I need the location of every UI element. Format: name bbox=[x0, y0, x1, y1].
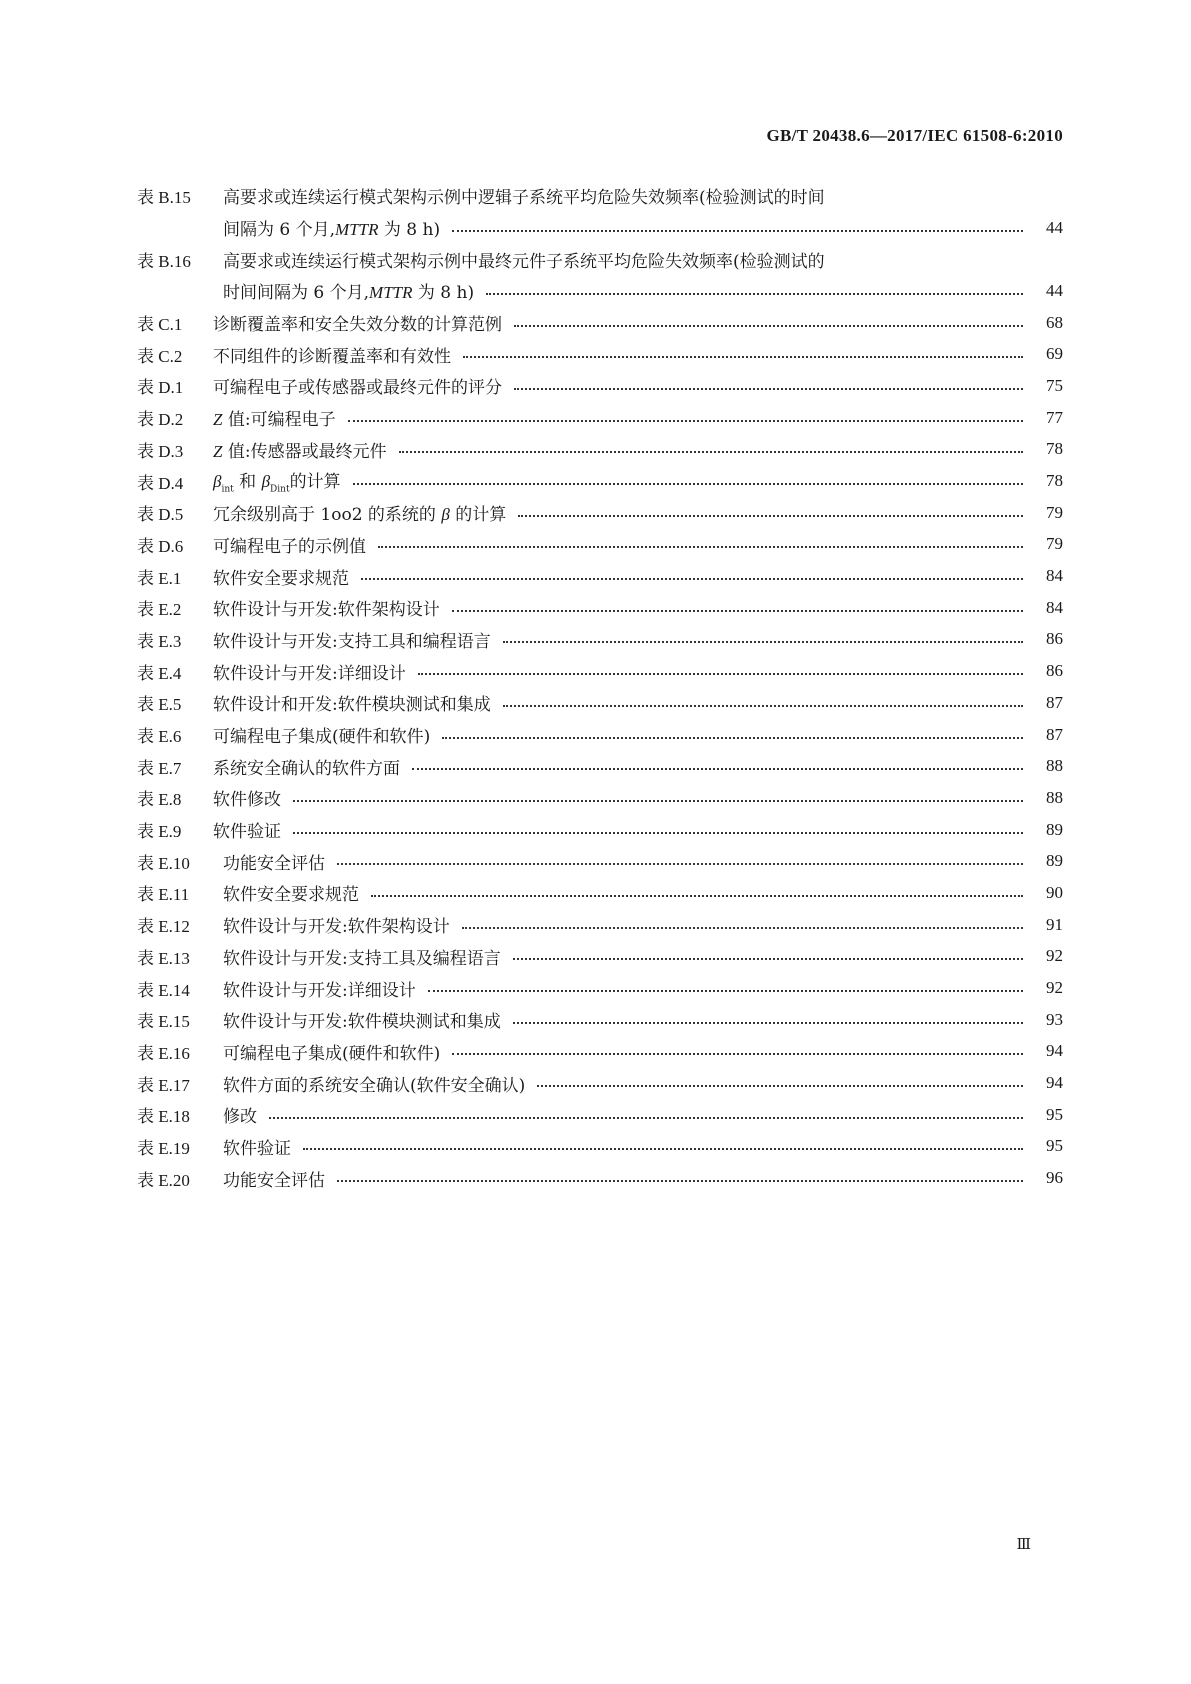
entry-title: 可编程电子集成(硬件和软件) bbox=[223, 1043, 441, 1064]
entry-label: 表 D.6 bbox=[137, 536, 184, 556]
entry-page: 95 bbox=[1046, 1104, 1063, 1124]
entry-title: 诊断覆盖率和安全失效分数的计算范例 bbox=[213, 315, 502, 336]
entry-title: 软件设计与开发:软件架构设计 bbox=[213, 600, 440, 621]
toc-entry[interactable] bbox=[137, 687, 1063, 719]
entry-label: 表 E.19 bbox=[137, 1138, 190, 1158]
toc-entry[interactable] bbox=[137, 719, 1063, 751]
entry-label: 表 E.5 bbox=[137, 695, 182, 715]
entry-page: 94 bbox=[1046, 1041, 1063, 1061]
entry-page: 96 bbox=[1046, 1168, 1063, 1188]
dot-leader bbox=[418, 661, 1023, 681]
entry-page: 86 bbox=[1046, 661, 1063, 681]
toc-entry[interactable] bbox=[137, 180, 1063, 243]
entry-title: 可编程电子集成(硬件和软件) bbox=[213, 727, 431, 748]
entry-title-cont: 间隔为 6 个月,MTTR 为 8 h) bbox=[223, 220, 441, 241]
toc-entry[interactable] bbox=[137, 655, 1063, 687]
entry-title: 软件设计与开发:软件模块测试和集成 bbox=[223, 1012, 501, 1033]
entry-page: 69 bbox=[1046, 344, 1063, 364]
entry-label: 表 E.14 bbox=[137, 980, 190, 1000]
entry-title: 高要求或连续运行模式架构示例中最终元件子系统平均危险失效频率(检验测试的 bbox=[223, 251, 825, 272]
entry-title: 软件设计和开发:软件模块测试和集成 bbox=[213, 695, 491, 716]
toc-entry[interactable] bbox=[137, 909, 1063, 941]
entry-label: 表 D.3 bbox=[137, 441, 184, 461]
entry-label: 表 B.16 bbox=[137, 251, 191, 271]
toc-entry[interactable] bbox=[137, 338, 1063, 370]
entry-page: 44 bbox=[1046, 280, 1063, 300]
entry-label: 表 E.12 bbox=[137, 917, 190, 937]
entry-title: 软件设计与开发:软件架构设计 bbox=[223, 917, 450, 938]
entry-page: 89 bbox=[1046, 819, 1063, 839]
entry-title: 不同组件的诊断覆盖率和有效性 bbox=[213, 346, 451, 367]
entry-title: 可编程电子或传感器或最终元件的评分 bbox=[213, 378, 502, 399]
toc-entry[interactable] bbox=[137, 1067, 1063, 1099]
entry-title: 冗余级别高于 1oo2 的系统的 β 的计算 bbox=[213, 505, 507, 526]
entry-title: 软件修改 bbox=[213, 790, 281, 811]
entry-label: 表 E.18 bbox=[137, 1107, 190, 1127]
entry-title: 软件设计与开发:支持工具及编程语言 bbox=[223, 948, 501, 969]
entry-title: 软件安全要求规范 bbox=[223, 885, 359, 906]
entry-title: 功能安全评估 bbox=[223, 853, 325, 874]
toc-entry[interactable] bbox=[137, 845, 1063, 877]
toc-entry[interactable] bbox=[137, 1131, 1063, 1163]
dot-leader bbox=[463, 344, 1023, 364]
entry-label: 表 C.2 bbox=[137, 346, 183, 366]
entry-label: 表 E.8 bbox=[137, 790, 182, 810]
standard-header: GB/T 20438.6—2017/IEC 61508-6:2010 bbox=[766, 126, 1063, 145]
entry-label: 表 E.16 bbox=[137, 1043, 190, 1063]
entry-label: 表 E.2 bbox=[137, 600, 182, 620]
entry-page: 88 bbox=[1046, 787, 1063, 807]
entry-title: $\beta_{int}$ 和 $\beta_{Dint}$的计算 bbox=[213, 472, 341, 495]
toc-entry[interactable] bbox=[137, 307, 1063, 339]
entry-page: 93 bbox=[1046, 1009, 1063, 1029]
dot-leader bbox=[462, 915, 1023, 935]
entry-page: 79 bbox=[1046, 502, 1063, 522]
entry-label: 表 E.11 bbox=[137, 885, 190, 905]
toc-entry[interactable] bbox=[137, 402, 1063, 434]
entry-label: 表 E.20 bbox=[137, 1170, 190, 1190]
entry-page: 44 bbox=[1046, 217, 1063, 237]
entry-title: Z 值:传感器或最终元件 bbox=[213, 441, 387, 462]
entry-title: 软件验证 bbox=[213, 822, 281, 843]
dot-leader bbox=[353, 471, 1023, 491]
dot-leader bbox=[513, 1010, 1023, 1030]
entry-label: 表 E.6 bbox=[137, 727, 182, 747]
entry-title: Z 值:可编程电子 bbox=[213, 410, 336, 431]
entry-page: 94 bbox=[1046, 1073, 1063, 1093]
toc-entry[interactable] bbox=[137, 1162, 1063, 1194]
entry-page: 86 bbox=[1046, 629, 1063, 649]
entry-page: 77 bbox=[1046, 407, 1063, 427]
entry-page: 89 bbox=[1046, 851, 1063, 871]
toc-entry[interactable] bbox=[137, 1004, 1063, 1036]
dot-leader bbox=[337, 1168, 1023, 1188]
entry-title: 软件方面的系统安全确认(软件安全确认) bbox=[223, 1075, 526, 1096]
dot-leader bbox=[503, 693, 1023, 713]
toc-entry[interactable] bbox=[137, 243, 1063, 306]
entry-page: 68 bbox=[1046, 312, 1063, 332]
dot-leader bbox=[513, 946, 1023, 966]
entry-page: 91 bbox=[1046, 914, 1063, 934]
entry-label: 表 E.9 bbox=[137, 822, 182, 842]
entry-label: 表 E.4 bbox=[137, 663, 182, 683]
dot-leader bbox=[452, 598, 1023, 618]
table-list bbox=[137, 180, 1063, 1194]
toc-entry[interactable] bbox=[137, 529, 1063, 561]
entry-title: 软件设计与开发:详细设计 bbox=[223, 980, 416, 1001]
dot-leader bbox=[293, 820, 1023, 840]
entry-label: 表 E.13 bbox=[137, 948, 190, 968]
entry-label: 表 E.17 bbox=[137, 1075, 190, 1095]
dot-leader bbox=[371, 883, 1023, 903]
toc-entry[interactable] bbox=[137, 624, 1063, 656]
entry-page: 95 bbox=[1046, 1136, 1063, 1156]
dot-leader bbox=[514, 376, 1023, 396]
entry-label: 表 E.15 bbox=[137, 1012, 190, 1032]
toc-entry[interactable] bbox=[137, 782, 1063, 814]
entry-label: 表 E.1 bbox=[137, 568, 182, 588]
entry-title: 可编程电子的示例值 bbox=[213, 536, 366, 557]
dot-leader bbox=[412, 756, 1023, 776]
entry-label: 表 D.1 bbox=[137, 378, 184, 398]
toc-entry[interactable] bbox=[137, 497, 1063, 529]
dot-leader bbox=[303, 1136, 1023, 1156]
dot-leader bbox=[503, 629, 1023, 649]
toc-entry[interactable] bbox=[137, 877, 1063, 909]
dot-leader bbox=[452, 1041, 1023, 1061]
toc-entry[interactable] bbox=[137, 972, 1063, 1004]
entry-title: 功能安全评估 bbox=[223, 1170, 325, 1191]
page-number: Ⅲ bbox=[1016, 1537, 1031, 1553]
entry-label: 表 E.10 bbox=[137, 853, 190, 873]
dot-leader bbox=[514, 313, 1023, 333]
toc-entry[interactable] bbox=[137, 370, 1063, 402]
entry-label: 表 E.7 bbox=[137, 758, 182, 778]
entry-page: 84 bbox=[1046, 597, 1063, 617]
entry-title: 软件安全要求规范 bbox=[213, 568, 349, 589]
entry-page: 92 bbox=[1046, 946, 1063, 966]
dot-leader bbox=[269, 1105, 1023, 1125]
toc-entry[interactable] bbox=[137, 592, 1063, 624]
toc-entry[interactable] bbox=[137, 750, 1063, 782]
dot-leader bbox=[452, 218, 1023, 238]
toc-entry[interactable] bbox=[137, 1036, 1063, 1068]
dot-leader bbox=[293, 788, 1023, 808]
toc-entry[interactable] bbox=[137, 1099, 1063, 1131]
entry-page: 90 bbox=[1046, 882, 1063, 902]
toc-entry[interactable] bbox=[137, 814, 1063, 846]
dot-leader bbox=[378, 534, 1023, 554]
entry-label: 表 B.15 bbox=[137, 188, 191, 208]
dot-leader bbox=[442, 725, 1023, 745]
entry-page: 78 bbox=[1046, 439, 1063, 459]
entry-page: 87 bbox=[1046, 692, 1063, 712]
entry-label: 表 D.4 bbox=[137, 473, 184, 493]
toc-entry[interactable] bbox=[137, 941, 1063, 973]
entry-title: 软件设计与开发:支持工具和编程语言 bbox=[213, 631, 491, 652]
dot-leader bbox=[399, 439, 1023, 459]
toc-entry[interactable] bbox=[137, 465, 1063, 497]
dot-leader bbox=[486, 281, 1023, 301]
entry-label: 表 D.2 bbox=[137, 410, 184, 430]
dot-leader bbox=[348, 408, 1023, 428]
entry-page: 92 bbox=[1046, 978, 1063, 998]
entry-title: 软件验证 bbox=[223, 1138, 291, 1159]
entry-title-cont: 时间间隔为 6 个月,MTTR 为 8 h) bbox=[223, 283, 475, 304]
entry-page: 75 bbox=[1046, 375, 1063, 395]
entry-page: 84 bbox=[1046, 566, 1063, 586]
dot-leader bbox=[518, 503, 1023, 523]
entry-page: 87 bbox=[1046, 724, 1063, 744]
toc-entry[interactable] bbox=[137, 560, 1063, 592]
entry-title: 高要求或连续运行模式架构示例中逻辑子系统平均危险失效频率(检验测试的时间 bbox=[223, 188, 825, 209]
entry-page: 79 bbox=[1046, 534, 1063, 554]
toc-entry[interactable] bbox=[137, 434, 1063, 466]
entry-label: 表 E.3 bbox=[137, 631, 182, 651]
entry-page: 88 bbox=[1046, 756, 1063, 776]
entry-title: 软件设计与开发:详细设计 bbox=[213, 663, 406, 684]
dot-leader bbox=[361, 566, 1023, 586]
dot-leader bbox=[428, 978, 1023, 998]
dot-leader bbox=[537, 1073, 1023, 1093]
entry-title: 修改 bbox=[223, 1107, 257, 1128]
entry-page: 78 bbox=[1046, 471, 1063, 491]
entry-title: 系统安全确认的软件方面 bbox=[213, 758, 400, 779]
entry-label: 表 D.5 bbox=[137, 505, 184, 525]
entry-label: 表 C.1 bbox=[137, 315, 183, 335]
dot-leader bbox=[337, 851, 1023, 871]
